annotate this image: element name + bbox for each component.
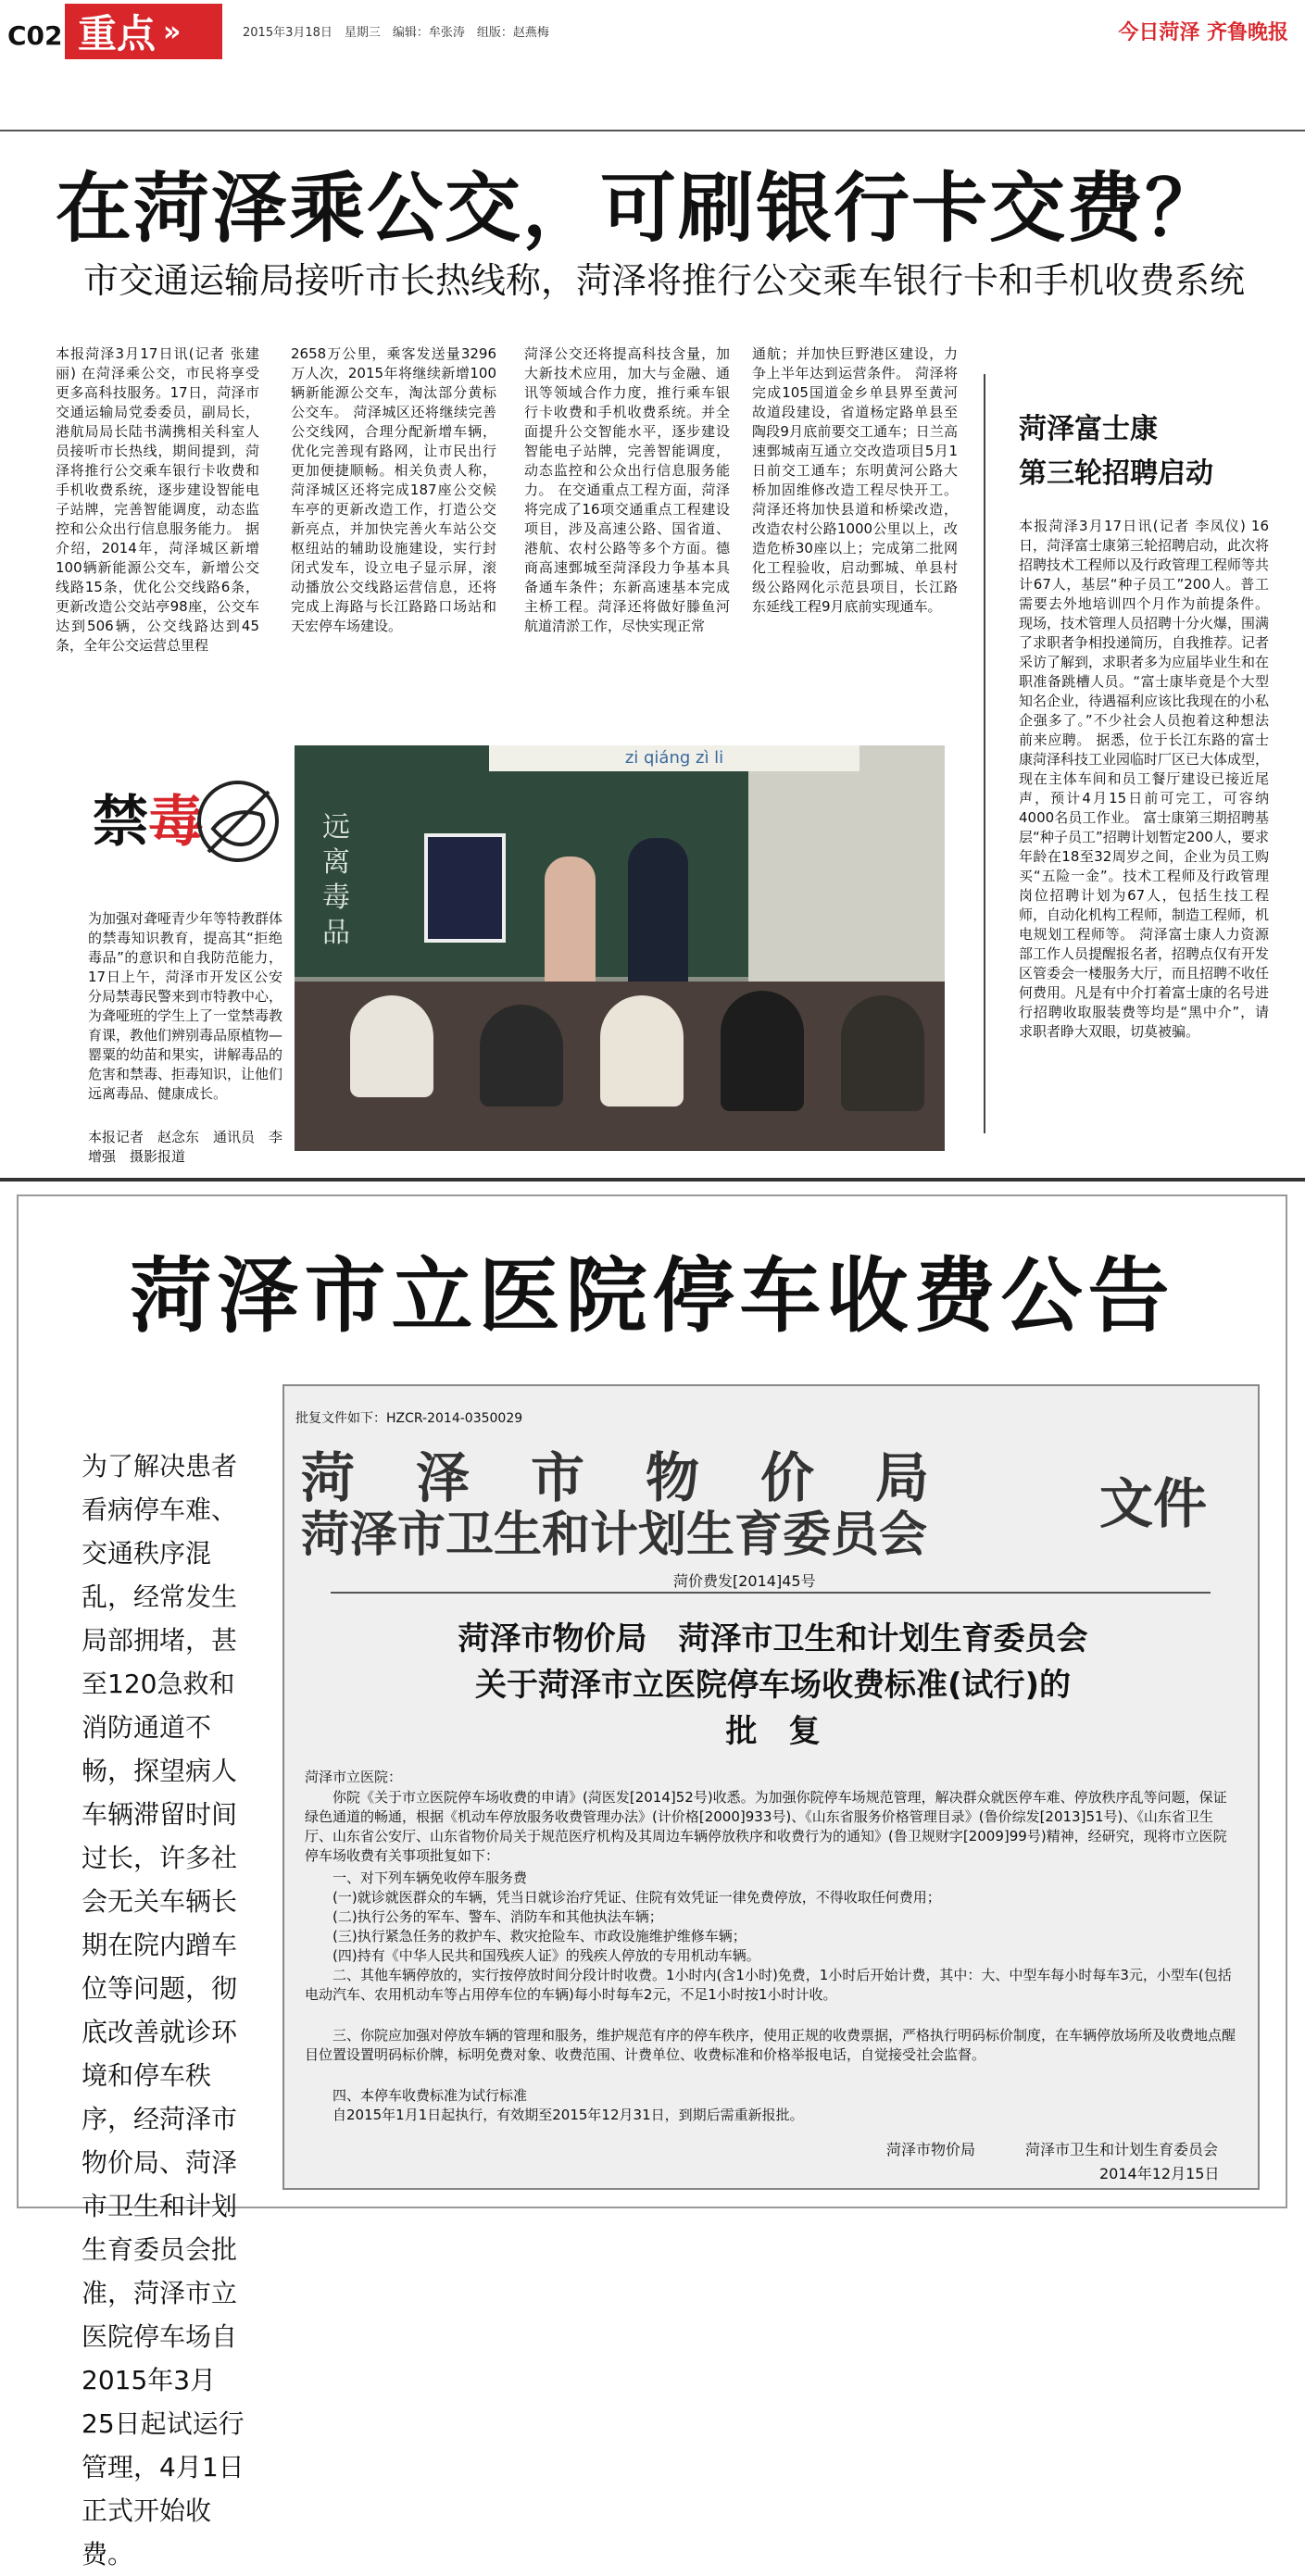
foxconn-title: [1019, 407, 1269, 496]
antidrug-char-2: 毒: [148, 790, 204, 855]
notice-left-text: 为了解决患者看病停车难、交通秩序混乱，经常发生局部拥堵，甚至120急救和消防通道不畅，探望病人车辆滞留时间过长，许多社会无关车辆长期在院内蹭车位等问题，彻底改善就诊环境和停车秩序，经菏泽市物价局、菏泽市卫生和计划生育委员会批准，菏泽市立医院停车场自2015年3月25日起试运行管理，4月1日正式开始收费。: [82, 1451, 245, 2570]
reply-title-3: 批 复: [725, 1713, 821, 1750]
reply-paragraph-2: 二、其他车辆停放的，实行按停放时间分段计时收费。1小时内(含1小时)免费，1小时后开始计费，其中：大、中型车每小时每车3元，小型车(包括电动汽车、农用机动车等占用停车位的车辆)每小时每车2元，不足1小时按1小时计收。: [305, 1967, 1232, 2003]
pinyin-banner: zi qiáng zì li: [489, 745, 860, 771]
issuer-1: 菏 泽 市 物 价 局: [301, 1446, 934, 1509]
student-figure: [480, 1005, 563, 1107]
student-figure: [350, 995, 433, 1097]
reply-title-2: 关于菏泽市立医院停车场收费标准(试行)的: [474, 1667, 1072, 1704]
addressee: 菏泽市立医院：: [305, 1769, 403, 1785]
section-tag: [65, 4, 222, 59]
signature-2: 菏泽市卫生和计划生育委员会: [1025, 2141, 1219, 2158]
antidrug-credit: 本报记者 赵念东 通讯员 李增强 摄影报道: [88, 1129, 282, 1165]
section-label: 重点: [78, 11, 157, 56]
top-divider: [0, 130, 1305, 131]
signature-date: 2014年12月15日: [1099, 2165, 1220, 2182]
classroom-photo: [295, 745, 945, 1151]
subheadline: 市交通运输局接听市长热线称，菏泽将推行公交乘车银行卡和手机收费系统: [83, 260, 1246, 301]
chevron-right-icon: »: [163, 15, 182, 48]
antidrug-body: 为加强对聋哑青少年等特教群体的禁毒知识教育，提高其“拒绝毒品”的意识和自我防范能力，17日上午，菏泽市开发区公安分局禁毒民警来到市特教中心，为聋哑班的学生上了一堂禁毒教育课，教他们辨别毒品原植物—罂粟的幼苗和果实，讲解毒品的危害和禁毒、拒毒知识，让他们远离毒品、健康成长。: [88, 910, 282, 1102]
article-col-3: 菏泽公交还将提高科技含量，加大新技术应用，加大与金融、通讯等领域合作力度，推行乘车银行卡收费和手机收费系统。并全面提升公交智能水平，逐步建设智能电子站牌，完善智能调度，动态监控和公众出行信息服务能力。 在交通重点工程方面，菏泽将完成了16项交通重点工程建设项目，涉及高速公路、国省道、港航、农村公路等多个方面。德商高速鄄城至菏泽段力争基本具备通车条件；东新高速基本完成主桥工程。菏泽还将做好滕鱼河航道清淤工作，尽快实现正常: [524, 345, 730, 634]
foxconn-title-line1: 菏泽富士康: [1019, 413, 1158, 445]
reply-paragraph-3: 三、你院应加强对停放车辆的管理和服务，维护规范有序的停车秩序，使用正规的收费票据，严格执行明码标价制度，在车辆停放场所及收费地点醒目位置设置明码标价牌，标明免费对象、收费范围、计费单位、收费标准和价格举报电话，自觉接受社会监督。: [305, 2027, 1236, 2063]
section-separator: [0, 1178, 1305, 1182]
reply-item-1-4: (四)持有《中华人民共和国残疾人证》的残疾人停放的专用机动车辆。: [333, 1947, 760, 1964]
reply-paragraph-5: 自2015年1月1日起执行，有效期至2015年12月31日，到期后需重新报批。: [333, 2107, 804, 2123]
document-rule: [331, 1592, 1211, 1594]
poster: [424, 833, 506, 943]
reply-paragraph-4: 四、本停车收费标准为试行标准: [333, 2087, 528, 2104]
date-line: 2015年3月18日 星期三 编辑：牟张涛 组版：赵燕梅: [243, 26, 549, 40]
article-col-1: 本报菏泽3月17日讯(记者 张建丽) 在菏泽乘公交，市民将享受更多高科技服务。17日，菏泽市交通运输局党委委员，副局长，港航局局长陆书满携相关科室人员接听市长热线，期间提到，菏泽将推行公交乘车银行卡收费和手机收费系统，逐步建设智能电子站牌，完善智能调度，动态监控和公众出行信息服务能力。 据介绍，2014年，菏泽城区新增100辆新能源公交车，新增公交线路15条，优化公交线路6条，更新改造公交站亭98座，公交车达到506辆，公交线路达到45条，全年公交运营总里程: [56, 345, 259, 654]
approval-number: 批复文件如下：HZCR-2014-0350029: [295, 1411, 523, 1426]
reply-item-1: 一、对下列车辆免收停车服务费: [333, 1869, 528, 1886]
reply-item-1-1: (一)就诊就医群众的车辆，凭当日就诊治疗凭证、住院有效凭证一律免费停放，不得收取任何费用；: [333, 1889, 941, 1906]
student-figure: [841, 995, 924, 1111]
handcuff-icon: [194, 778, 282, 866]
antidrug-char-1: 禁: [93, 790, 148, 855]
page-number: C02: [7, 20, 63, 51]
antidrug-label: [93, 778, 287, 870]
document-word: 文件: [1099, 1472, 1208, 1535]
article-col-2: 2658万公里，乘客发送量3296万人次，2015年将继续新增100辆新能源公交车，淘汰部分黄标公交车。 菏泽城区还将继续完善公交线网，合理分配新增车辆，优化完善现有路网，让市民出行更加便捷顺畅。相关负责人称，菏泽城区还将完成187座公交候车亭的更新改造工作，打造公交新亮点，并加快完善火车站公交枢纽站的辅助设施建设，实行封闭式发车，设立电子显示屏，滚动播放公交线路运营信息，还将完成上海路与长江路路口场站和天宏停车场建设。: [291, 345, 496, 634]
reply-item-1-3: (三)执行紧急任务的救护车、救灾抢险车、市政设施维护维修车辆；: [333, 1928, 747, 1945]
issuer-2: 菏泽市卫生和计划生育委员会: [301, 1507, 928, 1563]
page-header: [0, 0, 1305, 65]
reply-title-1: 菏泽市物价局 菏泽市卫生和计划生育委员会: [458, 1620, 1088, 1657]
headline: 在菏泽乘公交，可刷银行卡交费？: [56, 165, 1223, 253]
article-col-4: 通航；并加快巨野港区建设，力争上半年达到运营条件。 菏泽将完成105国道金乡单县界至黄河故道段建设，省道杨定路单县至陶段9月底前要交工通车；日兰高速鄄城南互通立交改造项目5月1日前交工通车；东明黄河公路大桥加固维修改造工程尽快开工。 菏泽还将加快县道和桥梁改造，改造农村公路1000公里以上，改造危桥30座以上；完成第二批网化工程验收，启动鄄城、单县村级公路网化示范县项目，长江路东延线工程9月底前实现通车。: [752, 345, 958, 615]
foxconn-title-line2: 第三轮招聘启动: [1019, 457, 1213, 490]
newspaper-brand: 今日菏泽 齐鲁晚报: [1118, 21, 1288, 44]
column-divider: [984, 374, 985, 1133]
official-document: [282, 1384, 1260, 2190]
document-number: 菏价费发[2014]45号: [673, 1572, 816, 1590]
board-writing: 远离毒品: [322, 811, 350, 949]
student-figure: [600, 995, 684, 1107]
reply-paragraph-1: 你院《关于市立医院停车场收费的申请》(菏医发[2014]52号)收悉。为加强你院停车场规范管理，解决群众就医停车难、停放秩序乱等问题，保证绿色通道的畅通，根据《机动车停放服务收费管理办法》(计价格[2000]933号)、《山东省服务价格管理目录》(鲁价综发[2013]51号)、《山东省卫生厅、山东省公安厅、山东省物价局关于规范医疗机构及其周边车辆停放秩序和收费行为的通知》(鲁卫规财字[2009]99号)精神，经研究，现将市立医院停车场收费有关事项批复如下：: [305, 1789, 1227, 1864]
notice-title: 菏泽市立医院停车收费公告: [130, 1248, 1175, 1344]
foxconn-body: 本报菏泽3月17日讯(记者 李凤仪) 16日，菏泽富士康第三轮招聘启动，此次将招聘技术工程师以及行政管理工程师等共计67人，基层“种子员工”200人。普工需要去外地培训四个月作为前提条件。 现场，技术管理人员招聘十分火爆，围满了求职者争相投递简历，自我推荐。记者采访了解到，求职者多为应届毕业生和在职准备跳槽人员。“富士康毕竟是个大型知名企业，待遇福利应该比我现在的小私企强多了。”不少社会人员抱着这种想法前来应聘。 据悉，位于长江东路的富士康菏泽科技工业园临时厂区已大体成型，现在主体车间和员工餐厅建设已接近尾声，预计4月15日前可完工，可容纳4000名员工作业。 富士康第三期招聘基层“种子员工”招聘计划暂定200人，要求年龄在18至32周岁之间，企业为员工购买“五险一金”。技术工程师及行政管理岗位招聘计划为67人，包括生技工程师，自动化机构工程师，制造工程师，机电规划工程师等。 菏泽富士康人力资源部工作人员提醒报名者，招聘点仅有开发区管委会一楼服务大厅，而且招聘不收任何费用。凡是有中介打着富士康的名号进行招聘收取服装费等均是“黑中介”，请求职者睁大双眼，切莫被骗。: [1019, 518, 1269, 1040]
reply-item-1-2: (二)执行公务的军车、警车、消防车和其他执法车辆；: [333, 1908, 663, 1925]
signature-1: 菏泽市物价局: [886, 2141, 976, 2158]
student-figure: [721, 991, 804, 1111]
